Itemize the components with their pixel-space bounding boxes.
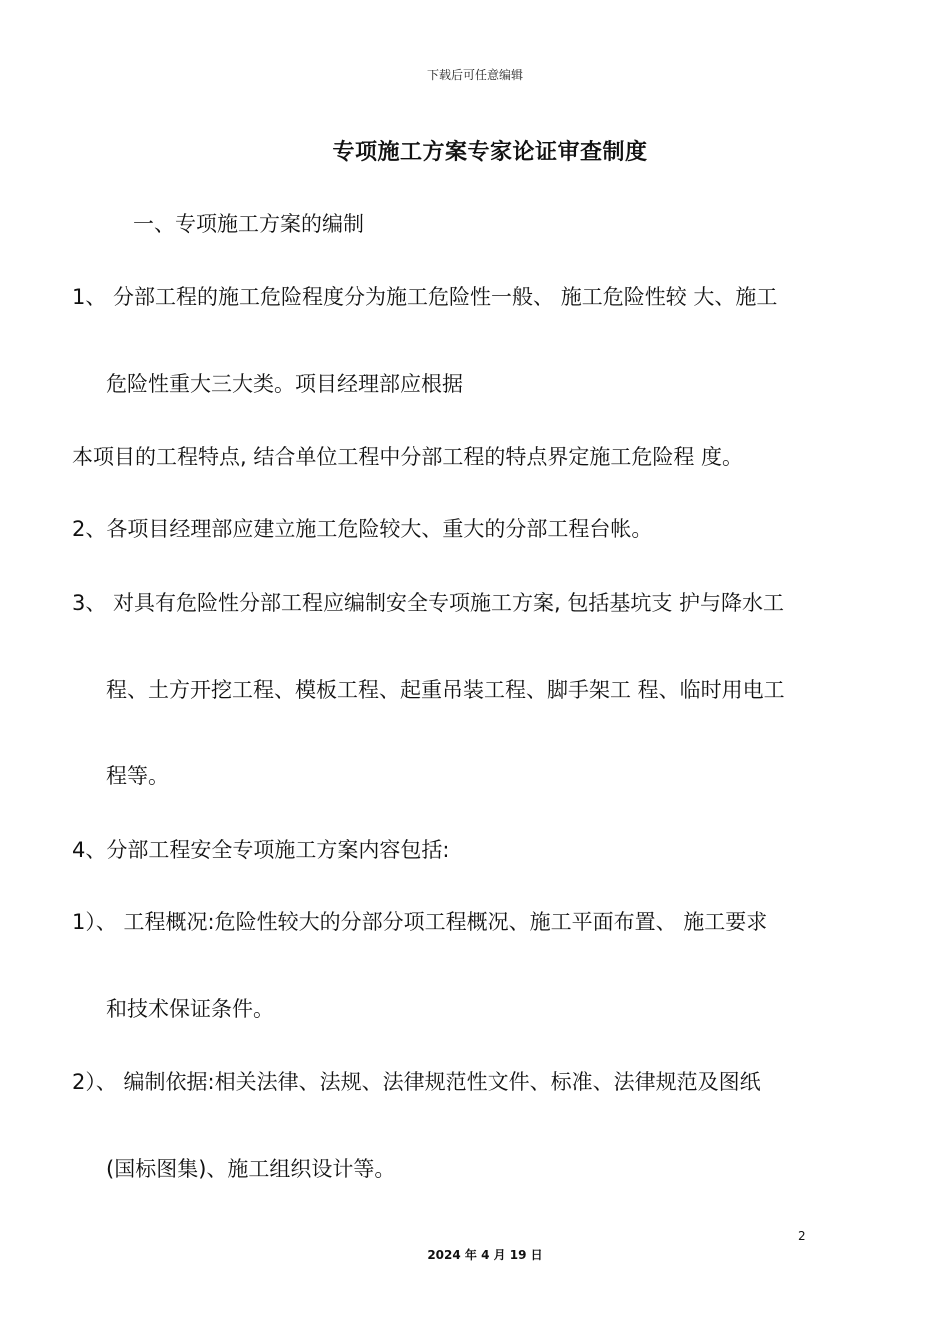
section-heading: 一、专项施工方案的编制 bbox=[133, 212, 364, 236]
paragraph-line-6: 程、土方开挖工程、模板工程、起重吊装工程、脚手架工 程、临时用电工 bbox=[106, 678, 785, 702]
footer-date: 2024 年 4 月 19 日 bbox=[427, 1248, 543, 1262]
paragraph-line-4: 2、各项目经理部应建立施工危险较大、重大的分部工程台帐。 bbox=[72, 517, 653, 541]
paragraph-line-5: 3、 对具有危险性分部工程应编制安全专项施工方案, 包括基坑支 护与降水工 bbox=[72, 591, 785, 615]
paragraph-line-1: 1、 分部工程的施工危险程度分为施工危险性一般、 施工危险性较 大、施工 bbox=[72, 285, 778, 309]
paragraph-line-2: 危险性重大三大类。项目经理部应根据 bbox=[106, 372, 463, 396]
paragraph-line-10: 和技术保证条件。 bbox=[106, 997, 274, 1021]
paragraph-line-12: (国标图集)、施工组织设计等。 bbox=[106, 1157, 396, 1181]
page-number: 2 bbox=[798, 1229, 806, 1243]
header-note: 下载后可任意编辑 bbox=[426, 68, 523, 82]
paragraph-line-7: 程等。 bbox=[106, 764, 169, 788]
paragraph-line-11: 2）、 编制依据:相关法律、法规、法律规范性文件、标准、法律规范及图纸 bbox=[72, 1070, 761, 1094]
document-title: 专项施工方案专家论证审查制度 bbox=[332, 140, 648, 165]
paragraph-line-3: 本项目的工程特点, 结合单位工程中分部工程的特点界定施工危险程 度。 bbox=[72, 445, 744, 469]
paragraph-line-8: 4、分部工程安全专项施工方案内容包括: bbox=[72, 838, 450, 862]
paragraph-line-9: 1）、 工程概况:危险性较大的分部分项工程概况、施工平面布置、 施工要求 bbox=[72, 910, 768, 934]
